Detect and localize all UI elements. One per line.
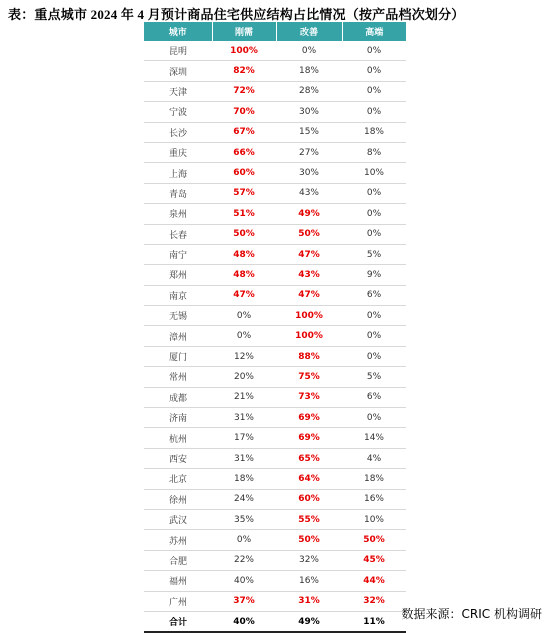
city-cell: 武汉 [144, 509, 212, 529]
city-cell: 天津 [144, 81, 212, 101]
high-end-cell: 6% [342, 387, 406, 407]
table-header-row [144, 22, 406, 41]
basic-demand-cell: 50% [212, 224, 276, 244]
basic-demand-cell: 67% [212, 122, 276, 142]
basic-demand-cell: 70% [212, 102, 276, 122]
high-end-cell: 0% [342, 306, 406, 326]
improvement-cell: 43% [276, 265, 342, 285]
high-end-cell: 45% [342, 550, 406, 570]
improvement-cell: 50% [276, 530, 342, 550]
improvement-cell: 60% [276, 489, 342, 509]
city-cell: 青岛 [144, 183, 212, 203]
improvement-cell: 43% [276, 183, 342, 203]
high-end-cell: 18% [342, 469, 406, 489]
supply-structure-table [144, 22, 406, 633]
city-cell: 济南 [144, 408, 212, 428]
table-row [144, 204, 406, 224]
basic-demand-cell: 51% [212, 204, 276, 224]
city-cell: 无锡 [144, 306, 212, 326]
table-row [144, 509, 406, 529]
table-row [144, 102, 406, 122]
high-end-cell: 0% [342, 61, 406, 81]
high-end-cell: 6% [342, 285, 406, 305]
city-cell: 西安 [144, 448, 212, 468]
table-row [144, 448, 406, 468]
city-cell: 上海 [144, 163, 212, 183]
total-label: 合计 [144, 611, 212, 632]
basic-demand-cell: 66% [212, 142, 276, 162]
high-end-cell: 14% [342, 428, 406, 448]
basic-demand-cell: 60% [212, 163, 276, 183]
table-row [144, 265, 406, 285]
table-row [144, 224, 406, 244]
table-row [144, 469, 406, 489]
table-row [144, 571, 406, 591]
city-cell: 厦门 [144, 346, 212, 366]
table-row [144, 367, 406, 387]
improvement-cell: 100% [276, 306, 342, 326]
basic-demand-cell: 31% [212, 448, 276, 468]
table-row [144, 408, 406, 428]
basic-demand-cell: 82% [212, 61, 276, 81]
basic-demand-cell: 0% [212, 306, 276, 326]
basic-demand-cell: 40% [212, 571, 276, 591]
improvement-cell: 18% [276, 61, 342, 81]
improvement-cell: 30% [276, 163, 342, 183]
improvement-cell: 31% [276, 591, 342, 611]
table-row [144, 591, 406, 611]
basic-demand-cell: 17% [212, 428, 276, 448]
improvement-cell: 30% [276, 102, 342, 122]
city-cell: 长春 [144, 224, 212, 244]
table-row [144, 285, 406, 305]
city-cell: 漳州 [144, 326, 212, 346]
city-cell: 长沙 [144, 122, 212, 142]
city-cell: 南京 [144, 285, 212, 305]
city-cell: 徐州 [144, 489, 212, 509]
high-end-cell: 0% [342, 408, 406, 428]
basic-demand-cell: 47% [212, 285, 276, 305]
high-end-cell: 0% [342, 204, 406, 224]
high-end-cell: 0% [342, 326, 406, 346]
header-high-end: 高端 [342, 22, 406, 41]
improvement-cell: 100% [276, 326, 342, 346]
table-body [144, 41, 406, 632]
table-row [144, 163, 406, 183]
high-end-cell: 5% [342, 367, 406, 387]
basic-demand-cell: 18% [212, 469, 276, 489]
city-cell: 合肥 [144, 550, 212, 570]
total-high-end-cell: 11% [342, 611, 406, 632]
basic-demand-cell: 0% [212, 530, 276, 550]
basic-demand-cell: 31% [212, 408, 276, 428]
table-row [144, 550, 406, 570]
basic-demand-cell: 48% [212, 265, 276, 285]
improvement-cell: 65% [276, 448, 342, 468]
basic-demand-cell: 24% [212, 489, 276, 509]
city-cell: 南宁 [144, 244, 212, 264]
improvement-cell: 0% [276, 41, 342, 61]
high-end-cell: 0% [342, 41, 406, 61]
high-end-cell: 4% [342, 448, 406, 468]
source-note: 数据来源：CRIC 机构调研 [401, 607, 542, 621]
header-basic-demand: 刚需 [212, 22, 276, 41]
city-cell: 福州 [144, 571, 212, 591]
header-improvement: 改善 [276, 22, 342, 41]
high-end-cell: 50% [342, 530, 406, 550]
table-row [144, 142, 406, 162]
table-row [144, 489, 406, 509]
basic-demand-cell: 21% [212, 387, 276, 407]
basic-demand-cell: 72% [212, 81, 276, 101]
high-end-cell: 0% [342, 224, 406, 244]
table-row [144, 81, 406, 101]
high-end-cell: 10% [342, 509, 406, 529]
high-end-cell: 0% [342, 346, 406, 366]
table-row [144, 326, 406, 346]
table-row [144, 306, 406, 326]
basic-demand-cell: 100% [212, 41, 276, 61]
city-cell: 深圳 [144, 61, 212, 81]
basic-demand-cell: 12% [212, 346, 276, 366]
table-row [144, 183, 406, 203]
table-row [144, 428, 406, 448]
improvement-cell: 27% [276, 142, 342, 162]
improvement-cell: 50% [276, 224, 342, 244]
improvement-cell: 32% [276, 550, 342, 570]
improvement-cell: 55% [276, 509, 342, 529]
city-cell: 郑州 [144, 265, 212, 285]
high-end-cell: 32% [342, 591, 406, 611]
improvement-cell: 28% [276, 81, 342, 101]
total-improvement-cell: 49% [276, 611, 342, 632]
improvement-cell: 49% [276, 204, 342, 224]
city-cell: 重庆 [144, 142, 212, 162]
city-cell: 杭州 [144, 428, 212, 448]
improvement-cell: 88% [276, 346, 342, 366]
high-end-cell: 18% [342, 122, 406, 142]
table-row [144, 530, 406, 550]
high-end-cell: 0% [342, 81, 406, 101]
total-basic-demand-cell: 40% [212, 611, 276, 632]
improvement-cell: 47% [276, 244, 342, 264]
city-cell: 常州 [144, 367, 212, 387]
basic-demand-cell: 22% [212, 550, 276, 570]
basic-demand-cell: 57% [212, 183, 276, 203]
total-row [144, 611, 406, 632]
city-cell: 北京 [144, 469, 212, 489]
table-row [144, 346, 406, 366]
city-cell: 宁波 [144, 102, 212, 122]
improvement-cell: 47% [276, 285, 342, 305]
high-end-cell: 10% [342, 163, 406, 183]
high-end-cell: 16% [342, 489, 406, 509]
high-end-cell: 5% [342, 244, 406, 264]
table-row [144, 41, 406, 61]
basic-demand-cell: 0% [212, 326, 276, 346]
table-row [144, 387, 406, 407]
city-cell: 成都 [144, 387, 212, 407]
improvement-cell: 73% [276, 387, 342, 407]
table-row [144, 244, 406, 264]
city-cell: 苏州 [144, 530, 212, 550]
basic-demand-cell: 37% [212, 591, 276, 611]
high-end-cell: 8% [342, 142, 406, 162]
header-city: 城市 [144, 22, 212, 41]
city-cell: 广州 [144, 591, 212, 611]
improvement-cell: 69% [276, 408, 342, 428]
page-title: 表：重点城市 2024 年 4 月预计商品住宅供应结构占比情况（按产品档次划分） [8, 7, 465, 22]
high-end-cell: 9% [342, 265, 406, 285]
table-row [144, 61, 406, 81]
basic-demand-cell: 48% [212, 244, 276, 264]
improvement-cell: 69% [276, 428, 342, 448]
high-end-cell: 44% [342, 571, 406, 591]
table-row [144, 122, 406, 142]
basic-demand-cell: 20% [212, 367, 276, 387]
city-cell: 泉州 [144, 204, 212, 224]
improvement-cell: 64% [276, 469, 342, 489]
high-end-cell: 0% [342, 183, 406, 203]
improvement-cell: 15% [276, 122, 342, 142]
city-cell: 昆明 [144, 41, 212, 61]
improvement-cell: 16% [276, 571, 342, 591]
high-end-cell: 0% [342, 102, 406, 122]
improvement-cell: 75% [276, 367, 342, 387]
basic-demand-cell: 35% [212, 509, 276, 529]
